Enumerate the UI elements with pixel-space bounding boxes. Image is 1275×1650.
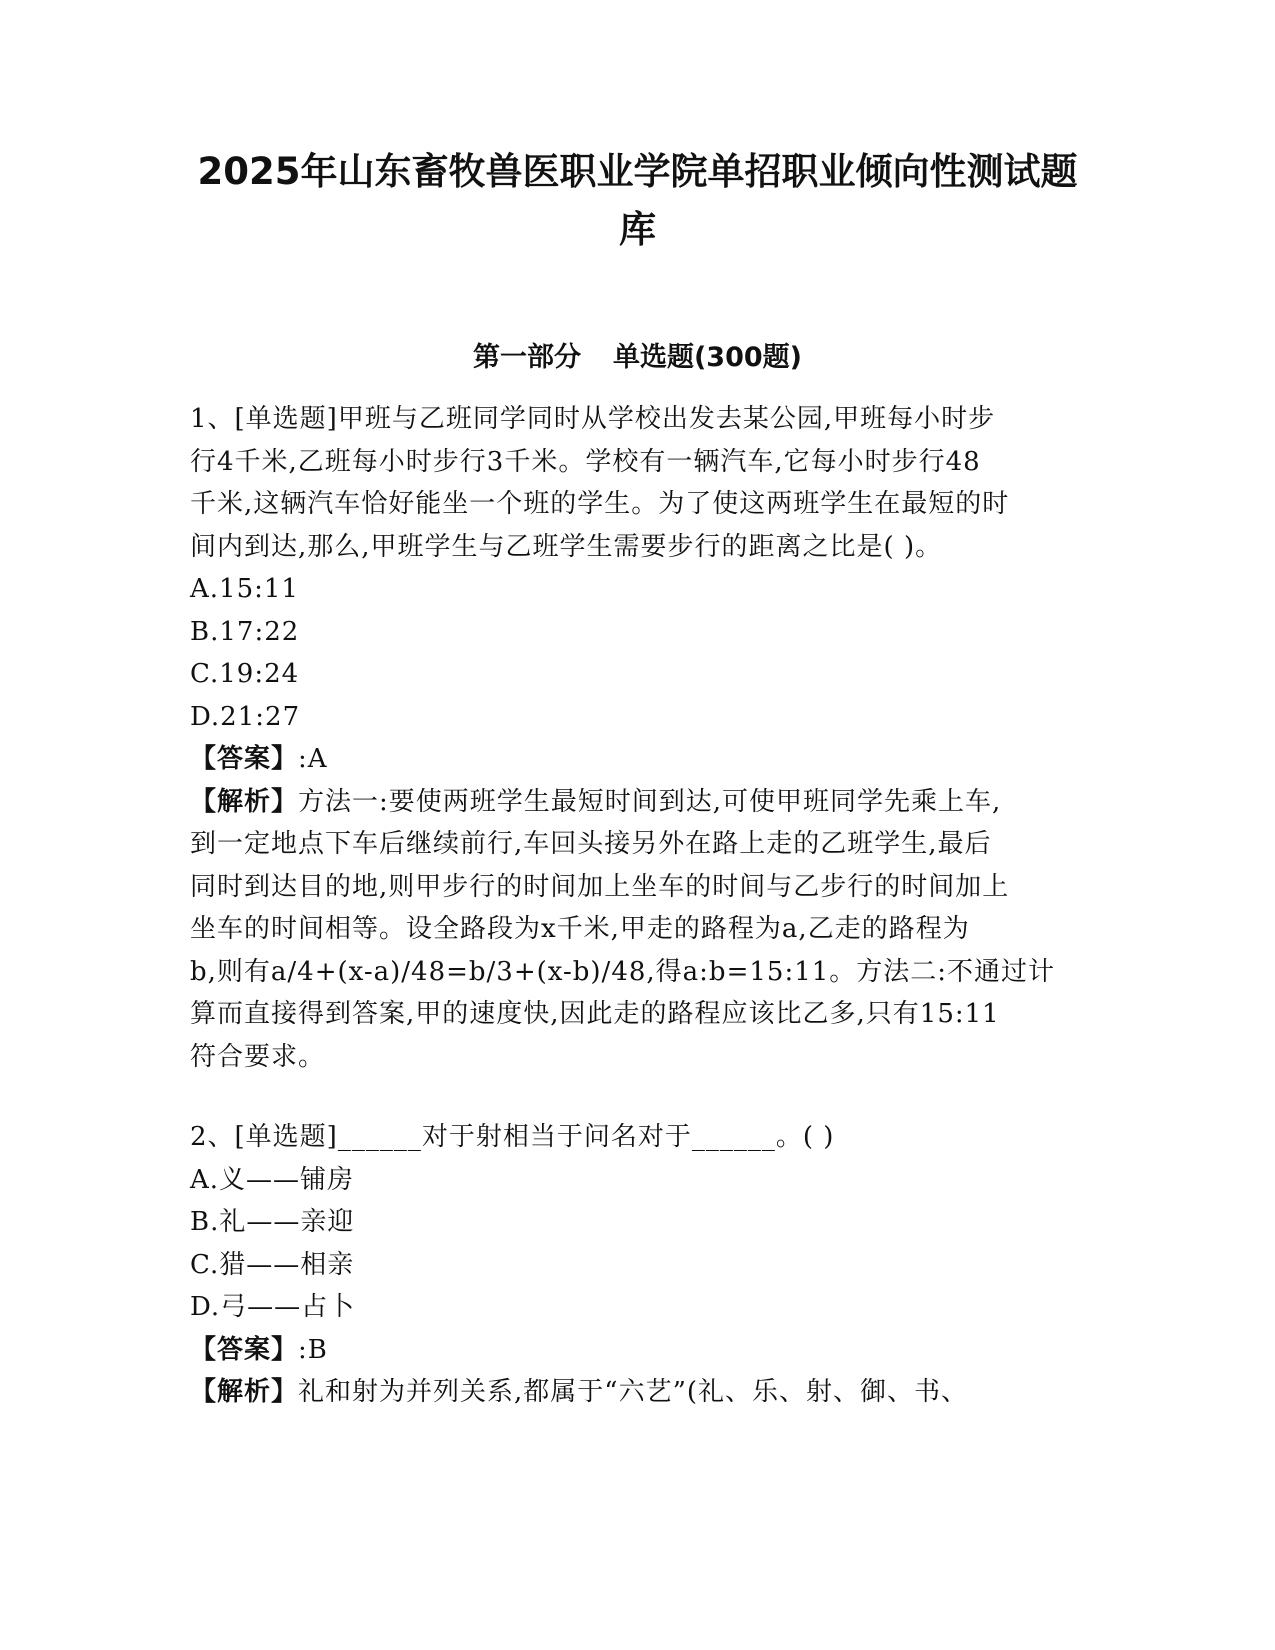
question-2-analysis: [190, 1371, 1080, 1414]
answer-value: :A: [298, 744, 328, 774]
analysis-label: 【解析】: [190, 786, 299, 817]
document-title-line-2: 库: [619, 208, 656, 251]
question-2-stem: [190, 1116, 1080, 1159]
question-2-option-c: C.猎——相亲: [190, 1249, 355, 1280]
answer-value: :B: [298, 1334, 328, 1365]
analysis-line: 符合要求。: [190, 1041, 326, 1072]
question-2-option-d: D.弓——占卜: [190, 1292, 356, 1322]
analysis-label: 【解析】: [190, 1377, 299, 1407]
answer-label: 【答案】: [190, 1334, 299, 1365]
document-title-line-1: 2025年山东畜牧兽医职业学院单招职业倾向性测试题: [197, 150, 1078, 193]
analysis-line: 同时到达目的地,则甲步行的时间加上坐车的时间与乙步行的时间加上: [190, 871, 1010, 902]
question-1-stem-line: 间内到达,那么,甲班学生与乙班学生需要步行的距离之比是( )。: [190, 531, 943, 562]
question-1-stem: [190, 398, 1080, 568]
section-heading: [180, 340, 1095, 376]
analysis-line: 坐车的时间相等。设全路段为x千米,甲走的路程为a,乙走的路程为: [190, 914, 970, 944]
question-1-analysis: [190, 781, 1080, 1079]
question-1-stem-line: 行4千米,乙班每小时步行3千米。学校有一辆汽车,它每小时步行48: [190, 446, 981, 477]
section-part-label: 第一部分: [472, 342, 581, 373]
question-1-option-d: D.21:27: [190, 701, 301, 732]
question-1-stem-line: 1、[单选题]甲班与乙班同学同时从学校出发去某公园,甲班每小时步: [190, 404, 996, 434]
analysis-line: 算而直接得到答案,甲的速度快,因此走的路程应该比乙多,只有15:11: [190, 999, 1000, 1029]
analysis-text: 礼和射为并列关系,都属于“六艺”(礼、乐、射、御、书、: [298, 1377, 969, 1407]
question-2: [190, 1116, 1080, 1414]
section-name-label: 单选题(300题): [612, 342, 803, 373]
question-2-option-a: A.义——铺房: [190, 1164, 355, 1195]
analysis-line: [190, 781, 1080, 824]
analysis-line: 到一定地点下车后继续前行,车回头接另外在路上走的乙班学生,最后: [190, 829, 992, 859]
analysis-line: [190, 1371, 1080, 1414]
analysis-text: 方法一:要使两班学生最短时间到达,可使甲班同学先乘上车,: [298, 786, 1002, 817]
question-1-answer: [190, 738, 1080, 781]
question-2-answer: [190, 1329, 1080, 1372]
question-1-option-c: C.19:24: [190, 659, 300, 689]
document-title: [180, 143, 1095, 259]
question-1-stem-line: 千米,这辆汽车恰好能坐一个班的学生。为了使这两班学生在最短的时: [190, 489, 1010, 519]
question-1: [190, 398, 1080, 1078]
question-1-option-b: B.17:22: [190, 616, 300, 647]
question-1-option-a: A.15:11: [190, 574, 299, 604]
question-2-stem-line: 2、[单选题]______对于射相当于问名对于______。( ): [190, 1122, 835, 1152]
analysis-line: b,则有a/4+(x-a)/48=b/3+(x-b)/48,得a:b=15:11。方法二:不通过计: [190, 956, 1056, 987]
question-2-option-b: B.礼——亲迎: [190, 1207, 355, 1237]
answer-label: 【答案】: [190, 744, 299, 774]
